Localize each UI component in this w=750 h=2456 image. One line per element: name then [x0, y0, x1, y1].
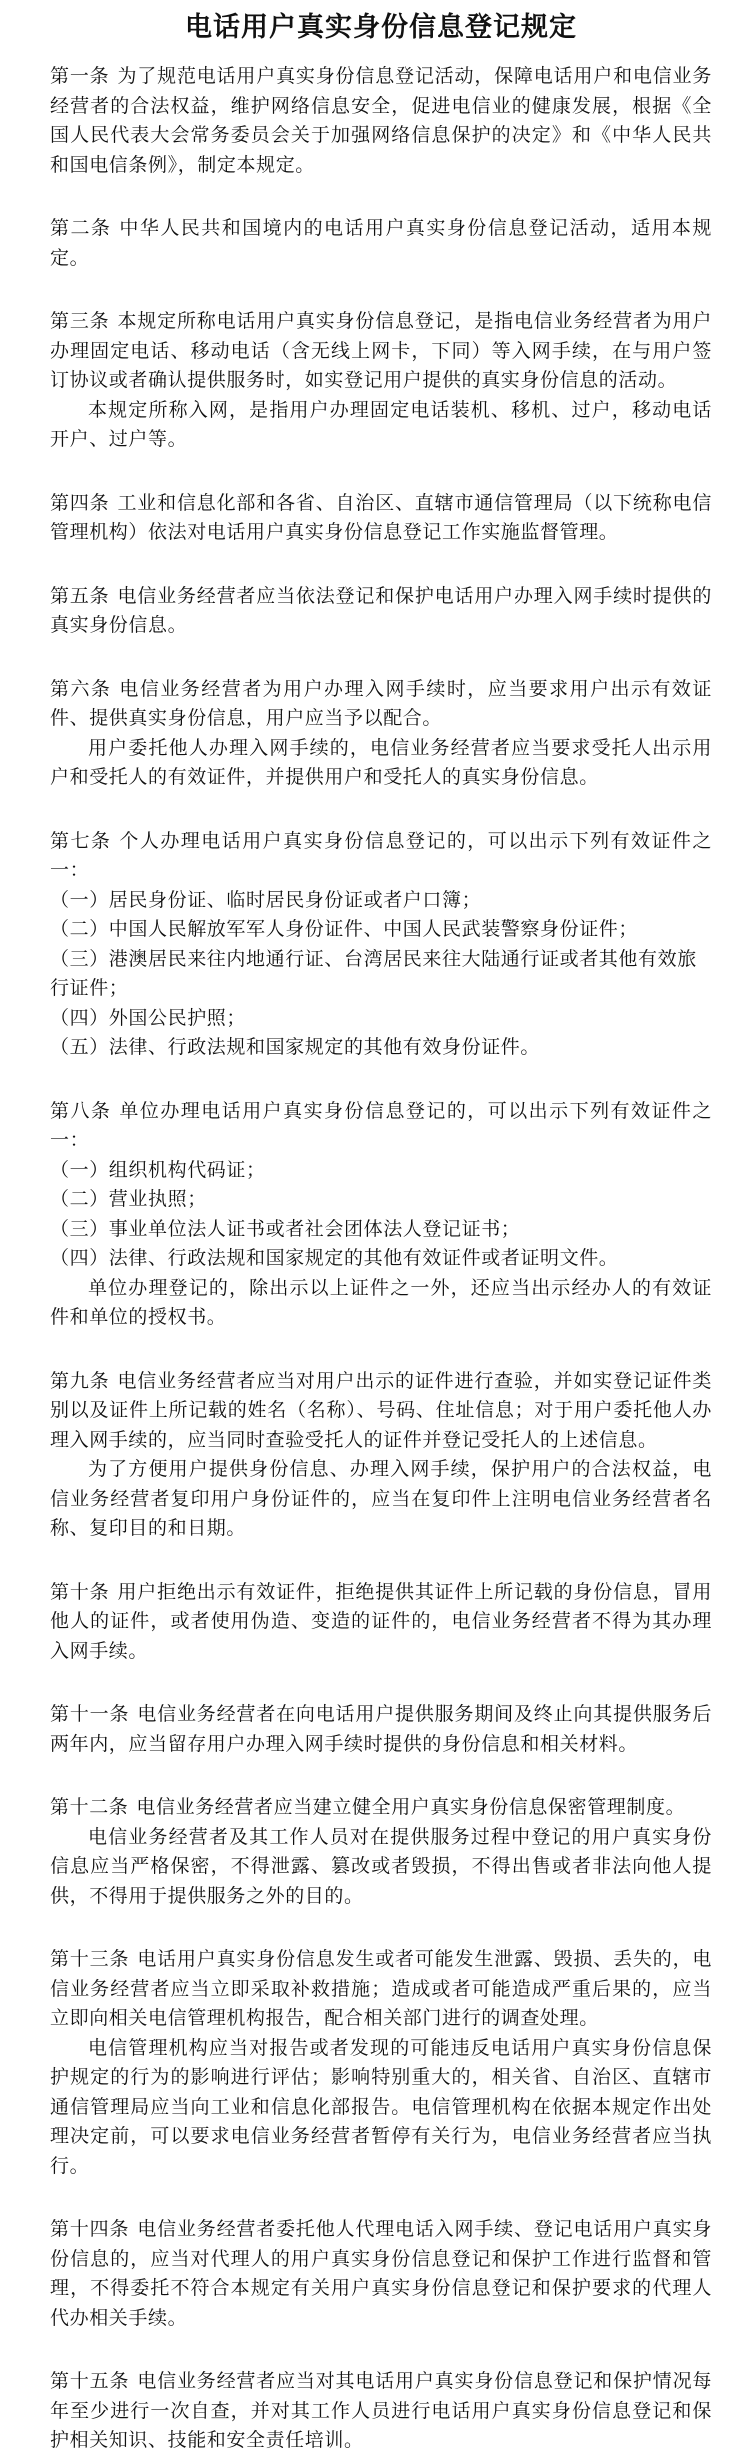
article-text: 电信业务经营者应当依法登记和保护电话用户办理入网手续时提供的真实身份信息。: [50, 584, 712, 636]
article-4: [50, 489, 712, 548]
article-paragraph: [50, 1578, 712, 1667]
article-text: 为了规范电话用户真实身份信息登记活动，保障电话用户和电信业务经营者的合法权益，维护网络信息安全，促进电信业的健康发展，根据《全国人民代表大会常务委员会关于加强网络信息保护的决定》和《中华人民共和国电信条例》，制定本规定。: [50, 65, 712, 176]
article-paragraph: 电信管理机构应当对报告或者发现的可能违反电话用户真实身份信息保护规定的行为的影响进行评估；影响特别重大的，相关省、自治区、直辖市通信管理局应当向工业和信息化部报告。电信管理机构在依据本规定作出处理决定前，可以要求电信业务经营者暂停有关行为，电信业务经营者应当执行。: [50, 2036, 712, 2177]
article-text: 电信业务经营者应当对其电话用户真实身份信息登记和保护情况每年至少进行一次自查，并对其工作人员进行电话用户真实身份信息登记和保护相关知识、技能和安全责任培训。: [50, 2370, 713, 2451]
article-label: 第十四条: [50, 2218, 130, 2240]
document-title: 电话用户真实身份信息登记规定: [185, 12, 577, 43]
article-paragraph: [50, 582, 712, 641]
list-item: （五）法律、行政法规和国家规定的其他有效身份证件。: [50, 1036, 541, 1058]
article-text: 电信业务经营者在向电话用户提供服务期间及终止向其提供服务后两年内，应当留存用户办理入网手续时提供的身份信息和相关材料。: [50, 1703, 713, 1755]
article-paragraph: [50, 1700, 712, 1759]
article-text: 单位办理电话用户真实身份信息登记的，可以出示下列有效证件之一：: [50, 1099, 712, 1151]
article-label: 第八条: [50, 1099, 112, 1122]
article-paragraph: 单位办理登记的，除出示以上证件之一外，还应当出示经办人的有效证件和单位的授权书。: [50, 1276, 712, 1328]
article-label: 第九条: [50, 1369, 110, 1392]
article-paragraph: [50, 2367, 712, 2456]
article-paragraph: [50, 62, 712, 180]
article-paragraph: 本规定所称入网，是指用户办理固定电话装机、移机、过户，移动电话开户、过户等。: [50, 398, 712, 450]
article-label: 第十二条: [50, 1796, 129, 1818]
article-3: [50, 307, 712, 455]
article-label: 第一条: [50, 65, 110, 87]
article-9: [50, 1367, 712, 1544]
article-paragraph: [50, 2215, 712, 2333]
article-paragraph: 电信业务经营者及其工作人员对在提供服务过程中登记的用户真实身份信息应当严格保密，不得泄露、篡改或者毁损，不得出售或者非法向他人提供，不得用于提供服务之外的目的。: [50, 1825, 712, 1907]
article-7: [50, 827, 712, 1063]
article-label: 第二条: [50, 217, 112, 239]
article-text: 电话用户真实身份信息发生或者可能发生泄露、毁损、丢失的，电信业务经营者应当立即采取补救措施；造成或者可能造成严重后果的，应当立即向相关电信管理机构报告，配合相关部门进行的调查处理。: [50, 1948, 713, 2029]
article-2: [50, 214, 712, 273]
article-8: [50, 1097, 712, 1333]
article-10: [50, 1578, 712, 1667]
article-15: [50, 2367, 712, 2456]
article-paragraph: [50, 675, 712, 734]
article-12: [50, 1793, 712, 1911]
article-label: 第六条: [50, 677, 112, 700]
list-item: （三）港澳居民来往内地通行证、台湾居民来往大陆通行证或者其他有效旅行证件；: [50, 947, 697, 999]
article-text: 电信业务经营者应当建立健全用户真实身份信息保密管理制度。: [136, 1796, 686, 1818]
article-paragraph: [50, 1367, 712, 1456]
article-6: [50, 675, 712, 793]
list-item: （四）法律、行政法规和国家规定的其他有效证件或者证明文件。: [50, 1247, 619, 1269]
list-item: （一）组织机构代码证；: [50, 1158, 266, 1181]
article-paragraph: [50, 489, 712, 548]
list-item: （二）营业执照；: [50, 1188, 207, 1210]
article-paragraph: 为了方便用户提供身份信息、办理入网手续，保护用户的合法权益，电信业务经营者复印用户身份证件的，应当在复印件上注明电信业务经营者名称、复印目的和日期。: [50, 1458, 712, 1539]
article-1: [50, 62, 712, 180]
article-paragraph: [50, 307, 712, 396]
article-13: [50, 1945, 712, 2181]
article-paragraph: [50, 827, 712, 886]
article-text: 工业和信息化部和各省、自治区、直辖市通信管理局（以下统称电信管理机构）依法对电话用户真实身份信息登记工作实施监督管理。: [50, 491, 712, 543]
article-paragraph: [50, 1945, 712, 2034]
article-paragraph: [50, 1097, 712, 1156]
article-paragraph: [50, 1793, 712, 1823]
list-item: （三）事业单位法人证书或者社会团体法人登记证书；: [50, 1217, 521, 1240]
article-text: 电信业务经营者应当对用户出示的证件进行查验，并如实登记证件类别以及证件上所记载的姓名（名称）、号码、住址信息；对于用户委托他人办理入网手续的，应当同时查验受托人的证件并登记受托人的上述信息。: [50, 1369, 712, 1451]
article-paragraph: [50, 214, 712, 273]
article-text: 电信业务经营者委托他人代理电话入网手续、登记电话用户真实身份信息的，应当对代理人的用户真实身份信息登记和保护工作进行监督和管理，不得委托不符合本规定有关用户真实身份信息登记和保护要求的代理人代办相关手续。: [50, 2218, 713, 2329]
list-item: （二）中国人民解放军军人身份证件、中国人民武装警察身份证件；: [50, 918, 639, 940]
article-label: 第十五条: [50, 2370, 130, 2392]
article-label: 第四条: [50, 491, 110, 514]
article-paragraph: 用户委托他人办理入网手续的，电信业务经营者应当要求受托人出示用户和受托人的有效证件，并提供用户和受托人的真实身份信息。: [50, 736, 712, 788]
article-11: [50, 1700, 712, 1759]
article-label: 第十条: [50, 1580, 110, 1603]
article-14: [50, 2215, 712, 2333]
article-label: 第五条: [50, 584, 110, 607]
article-label: 第七条: [50, 829, 112, 852]
article-label: 第三条: [50, 310, 110, 332]
article-5: [50, 582, 712, 641]
article-text: 中华人民共和国境内的电话用户真实身份信息登记活动，适用本规定。: [50, 217, 712, 269]
list-item: （四）外国公民护照；: [50, 1006, 247, 1029]
article-label: 第十一条: [50, 1703, 130, 1725]
article-text: 用户拒绝出示有效证件，拒绝提供其证件上所记载的身份信息，冒用他人的证件，或者使用伪造、变造的证件的，电信业务经营者不得为其办理入网手续。: [50, 1580, 712, 1662]
list-item: （一）居民身份证、临时居民身份证或者户口簿；: [50, 888, 482, 911]
article-label: 第十三条: [50, 1948, 130, 1970]
article-text: 电信业务经营者为用户办理入网手续时，应当要求用户出示有效证件、提供真实身份信息，用户应当予以配合。: [50, 677, 712, 729]
article-text: 本规定所称电话用户真实身份信息登记，是指电信业务经营者为用户办理固定电话、移动电话（含无线上网卡，下同）等入网手续，在与用户签订协议或者确认提供服务时，如实登记用户提供的真实身份信息的活动。: [50, 310, 712, 391]
article-text: 个人办理电话用户真实身份信息登记的，可以出示下列有效证件之一：: [50, 829, 712, 881]
